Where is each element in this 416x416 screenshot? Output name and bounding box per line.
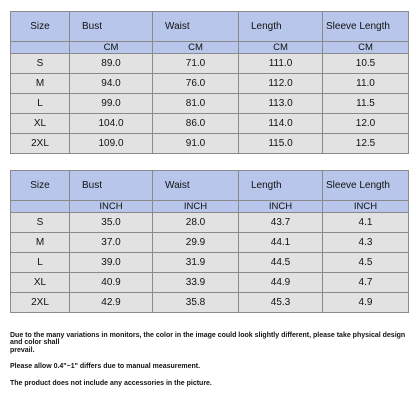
unit-cell: CM (239, 42, 323, 54)
size-cell: L (11, 94, 70, 114)
header-cell-sleeve-length: Sleeve Length (323, 171, 409, 201)
waist-cell: 33.9 (153, 273, 239, 293)
waist-cell: 35.8 (153, 293, 239, 313)
table-row (11, 273, 409, 293)
unit-cell: INCH (70, 201, 153, 213)
bust-cell: 37.0 (70, 233, 153, 253)
waist-cell: 28.0 (153, 213, 239, 233)
table-row (11, 233, 409, 253)
size-cell: S (11, 213, 70, 233)
table-row (11, 134, 409, 154)
header-cell-bust: Bust (70, 171, 153, 201)
size-chart-inch-table (10, 170, 409, 313)
sleeve-length-cell: 4.7 (323, 273, 409, 293)
accessories-note: The product does not include any accessories in the picture. (10, 380, 212, 387)
sleeve-length-cell: 4.3 (323, 233, 409, 253)
bust-cell: 89.0 (70, 54, 153, 74)
size-cell: L (11, 253, 70, 273)
header-cell-size: Size (11, 12, 70, 42)
length-cell: 44.9 (239, 273, 323, 293)
table-row (11, 74, 409, 94)
bust-cell: 94.0 (70, 74, 153, 94)
size-cell: M (11, 233, 70, 253)
bust-cell: 99.0 (70, 94, 153, 114)
bust-cell: 39.0 (70, 253, 153, 273)
sleeve-length-cell: 4.9 (323, 293, 409, 313)
header-cell-bust: Bust (70, 12, 153, 42)
sleeve-length-cell: 11.0 (323, 74, 409, 94)
header-row (11, 171, 409, 201)
waist-cell: 86.0 (153, 114, 239, 134)
unit-row (11, 42, 409, 54)
header-cell-waist: Waist (153, 171, 239, 201)
length-cell: 112.0 (239, 74, 323, 94)
sleeve-length-cell: 4.1 (323, 213, 409, 233)
length-cell: 113.0 (239, 94, 323, 114)
sleeve-length-cell: 4.5 (323, 253, 409, 273)
unit-row (11, 201, 409, 213)
size-cell: XL (11, 114, 70, 134)
table-row (11, 54, 409, 74)
waist-cell: 81.0 (153, 94, 239, 114)
size-cell: M (11, 74, 70, 94)
header-cell-size: Size (11, 171, 70, 201)
unit-cell: CM (153, 42, 239, 54)
table-row (11, 94, 409, 114)
unit-cell: INCH (239, 201, 323, 213)
bust-cell: 40.9 (70, 273, 153, 293)
length-cell: 43.7 (239, 213, 323, 233)
length-cell: 111.0 (239, 54, 323, 74)
color-disclaimer-note-continued: prevail. (10, 347, 35, 354)
table-row (11, 293, 409, 313)
length-cell: 44.5 (239, 253, 323, 273)
waist-cell: 71.0 (153, 54, 239, 74)
length-cell: 45.3 (239, 293, 323, 313)
header-cell-sleeve-length: Sleeve Length (323, 12, 409, 42)
unit-cell (11, 42, 70, 54)
waist-cell: 31.9 (153, 253, 239, 273)
sleeve-length-cell: 10.5 (323, 54, 409, 74)
size-chart-cm-table (10, 11, 409, 154)
sleeve-length-cell: 12.0 (323, 114, 409, 134)
waist-cell: 76.0 (153, 74, 239, 94)
table-row (11, 213, 409, 233)
waist-cell: 29.9 (153, 233, 239, 253)
bust-cell: 104.0 (70, 114, 153, 134)
table-row (11, 114, 409, 134)
length-cell: 114.0 (239, 114, 323, 134)
header-cell-length: Length (239, 12, 323, 42)
measurement-tolerance-note: Please allow 0.4"~1" differs due to manual measurement. (10, 363, 201, 370)
bust-cell: 42.9 (70, 293, 153, 313)
sleeve-length-cell: 11.5 (323, 94, 409, 114)
length-cell: 44.1 (239, 233, 323, 253)
bust-cell: 35.0 (70, 213, 153, 233)
size-cell: 2XL (11, 293, 70, 313)
size-cell: S (11, 54, 70, 74)
color-disclaimer-note: Due to the many variations in monitors, the color in the image could look slightly different, please take physical design and color shall (10, 332, 406, 346)
size-cell: 2XL (11, 134, 70, 154)
unit-cell (11, 201, 70, 213)
unit-cell: CM (70, 42, 153, 54)
sleeve-length-cell: 12.5 (323, 134, 409, 154)
unit-cell: INCH (153, 201, 239, 213)
waist-cell: 91.0 (153, 134, 239, 154)
table-row (11, 253, 409, 273)
size-cell: XL (11, 273, 70, 293)
header-row (11, 12, 409, 42)
unit-cell: CM (323, 42, 409, 54)
header-cell-waist: Waist (153, 12, 239, 42)
length-cell: 115.0 (239, 134, 323, 154)
unit-cell: INCH (323, 201, 409, 213)
bust-cell: 109.0 (70, 134, 153, 154)
header-cell-length: Length (239, 171, 323, 201)
